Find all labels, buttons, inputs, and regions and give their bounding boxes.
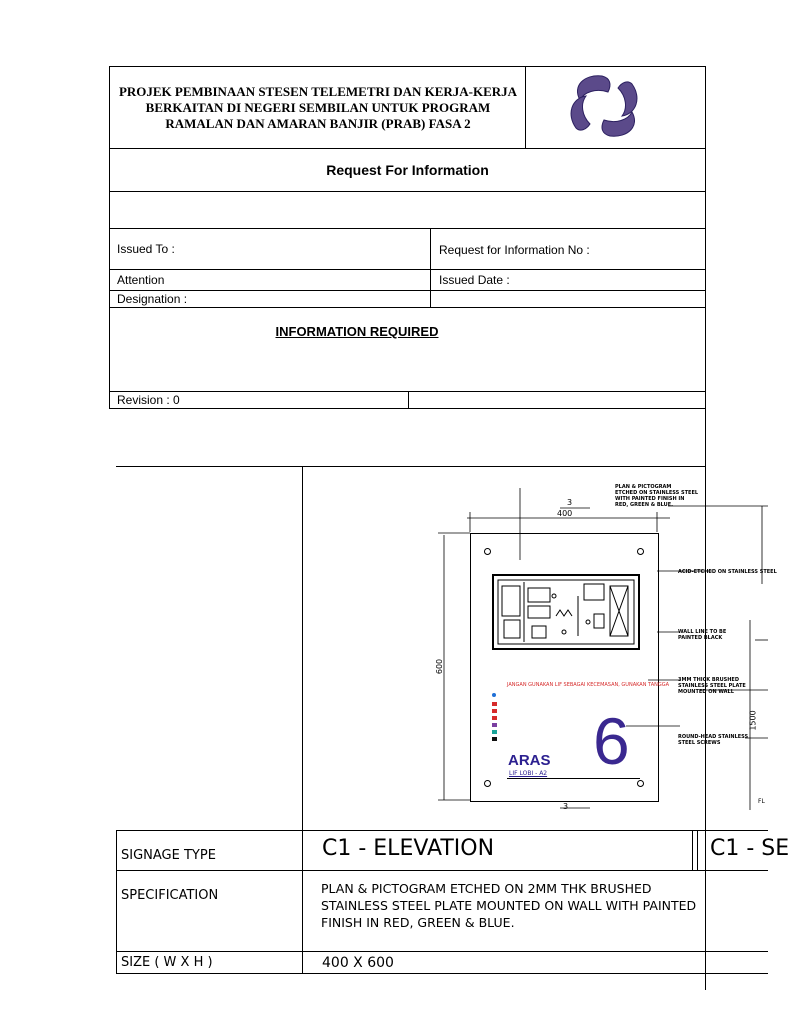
level-word: ARAS [508,752,551,769]
swirl-logo-icon [562,70,648,142]
note-plan-pictogram: PLAN & PICTOGRAM ETCHED ON STAINLESS STEEL WITH PAINTED FINISH IN RED, GREEN & BLUE. [615,484,699,508]
note-plate: 3MM THICK BRUSHED STAINLESS STEEL PLATE MOUNTED ON WALL [678,677,746,695]
signage-type-value-2: C1 - SE [710,836,789,861]
info-required-heading: INFORMATION REQUIRED [275,324,439,339]
signage-type-label: SIGNAGE TYPE [121,848,216,863]
rfi-number-label: Request for Information No : [439,243,590,257]
level-number: 6 [593,704,630,778]
issued-date-label: Issued Date : [439,273,510,287]
signage-type-value: C1 - ELEVATION [322,836,495,861]
dimension-lines [430,480,768,820]
level-sub: LIF LOBI - A2 [509,770,548,777]
issued-to-label: Issued To : [117,242,175,256]
dim-thk-top: 3 [567,498,573,507]
size-value: 400 X 600 [322,955,394,971]
note-screws: ROUND-HEAD STAINLESS STEEL SCREWS [678,734,749,746]
doc-title: Request For Information [326,162,489,178]
dim-thk-bottom: 3 [563,802,569,811]
dim-width: 400 [557,509,573,518]
dim-fl: FL [758,798,765,805]
size-label: SIZE ( W X H ) [121,955,213,970]
specification-value: PLAN & PICTOGRAM ETCHED ON 2MM THK BRUSHED STAINLESS STEEL PLATE MOUNTED ON WALL WITH PAINTED FINISH IN RED, GREEN & BLUE. [321,881,697,930]
warning-text: JANGAN GUNAKAN LIF SEBAGAI KECEMASAN, GUNAKAN TANGGA [507,682,670,688]
designation-label: Designation : [117,292,188,306]
project-title: PROJEK PEMBINAAN STESEN TELEMETRI DAN KERJA-KERJA BERKAITAN DI NEGERI SEMBILAN UNTUK PROGRAM RAMALAN DAN AMARAN BANJIR (PRAB) FASA 2 [118,84,518,131]
note-wall-line: WALL LINE TO BE PAINTED BLACK [678,629,727,641]
note-acid-etched: ACID-ETCHED ON STAINLESS STEEL [678,569,777,575]
revision-label: Revision : 0 [117,393,180,407]
dim-mount-height: 1500 [748,710,758,731]
specification-label: SPECIFICATION [121,888,219,903]
dim-height: 600 [435,658,445,675]
company-logo [562,70,648,147]
attention-label: Attention [117,273,165,287]
